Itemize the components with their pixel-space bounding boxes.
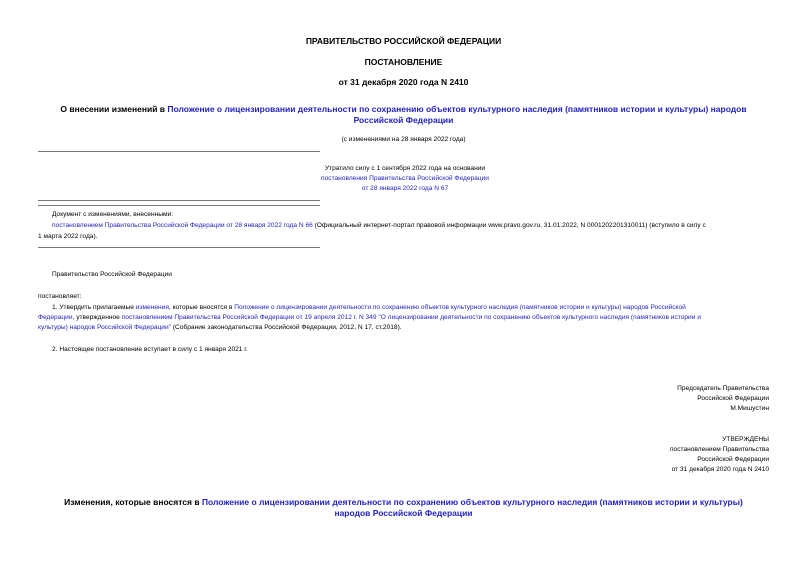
document-title (20, 104, 787, 126)
approved-by: постановлением Правительства (669, 446, 769, 453)
government-name: Правительство Российской Федерации (52, 271, 172, 278)
changes-title-prefix: Изменения, которые вносятся в (64, 497, 202, 507)
paragraph-1-line-2 (38, 313, 773, 323)
changes-intro: Документ с изменениями, внесенными: (52, 211, 174, 218)
signature-position: Председатель Правительства (677, 385, 769, 392)
changes-title (20, 497, 787, 519)
changes-title-link-cont[interactable]: народов Российской Федерации (334, 508, 473, 518)
changes-title-link[interactable]: Положение о лицензировании деятельности по сохранению объектов культурного наследия (памятников истории и культуры) (201, 497, 743, 507)
signature-name: М.Мишустин (730, 405, 769, 412)
divider (38, 200, 320, 201)
title-prefix: О внесении изменений в (60, 104, 168, 114)
approved-heading: УТВЕРЖДЕНЫ (722, 436, 769, 443)
decrees-word: постановляет: (38, 293, 82, 300)
p1-approved-text: , утвержденное (72, 314, 122, 321)
signature-country: Российской Федерации (697, 395, 769, 402)
approved-date: от 31 декабря 2020 года N 2410 (671, 466, 769, 473)
title-link-cont[interactable]: Российской Федерации (353, 115, 454, 125)
p1-source: (Собрание законодательства Российской Федерации, 2012, N 17, ст.2018). (171, 324, 402, 331)
paragraph-1-line-1 (52, 303, 772, 313)
p1-decree-link-cont[interactable]: культуры) народов Российской Федерации" (38, 324, 172, 331)
expired-link-2[interactable]: от 28 января 2022 года N 67 (361, 185, 449, 192)
p1-regulation-link-cont[interactable]: Федерации (38, 314, 73, 321)
signature-block (677, 384, 769, 414)
divider (38, 151, 320, 152)
p1-decree-link[interactable]: постановлением Правительства Российской Федерации от 19 апреля 2012 г. N 349 "О лицензировании деятельности по сохранению объектов культурного наследия (памятников истории и (121, 314, 701, 321)
p1-start: 1. Утвердить прилагаемые (52, 304, 136, 311)
changes-line (52, 221, 772, 231)
amended-note: (с изменениями на 28 января 2022 года) (341, 136, 466, 143)
divider (38, 247, 320, 248)
changes-source: (Официальный интернет-портал правовой информации www.pravo.gov.ru, 31.01.2022, N 0001202201310011) (вступило в силу с (312, 222, 706, 229)
expired-link-1[interactable]: постановления Правительства Российской Федерации (321, 175, 489, 182)
approved-government: Российской Федерации (697, 456, 769, 463)
changes-effective: 1 марта 2022 года). (38, 233, 98, 240)
document-type: ПОСТАНОВЛЕНИЕ (364, 57, 443, 67)
approved-block (670, 435, 769, 475)
changes-link[interactable]: постановлением Правительства Российской Федерации от 28 января 2022 года N 66 (52, 222, 313, 229)
paragraph-2: 2. Настоящее постановление вступает в силу с 1 января 2021 г. (52, 346, 248, 353)
divider (38, 205, 320, 206)
p1-changes-link[interactable]: изменения (135, 304, 169, 311)
government-heading: ПРАВИТЕЛЬСТВО РОССИЙСКОЙ ФЕДЕРАЦИИ (305, 36, 502, 46)
expired-line: Утратило силу с 1 сентября 2022 года на основании (324, 165, 486, 172)
paragraph-1-line-3 (38, 323, 773, 333)
expired-notice (290, 164, 520, 194)
p1-regulation-link[interactable]: Положение о лицензировании деятельности по сохранению объектов культурного наследия (памятников истории и культуры) народов Российской (234, 304, 686, 311)
p1-mid: , которые вносятся в (168, 304, 235, 311)
title-link[interactable]: Положение о лицензировании деятельности по сохранению объектов культурного наследия (памятников истории и культуры) народов (167, 104, 747, 114)
document-date-number: от 31 декабря 2020 года N 2410 (338, 77, 469, 87)
